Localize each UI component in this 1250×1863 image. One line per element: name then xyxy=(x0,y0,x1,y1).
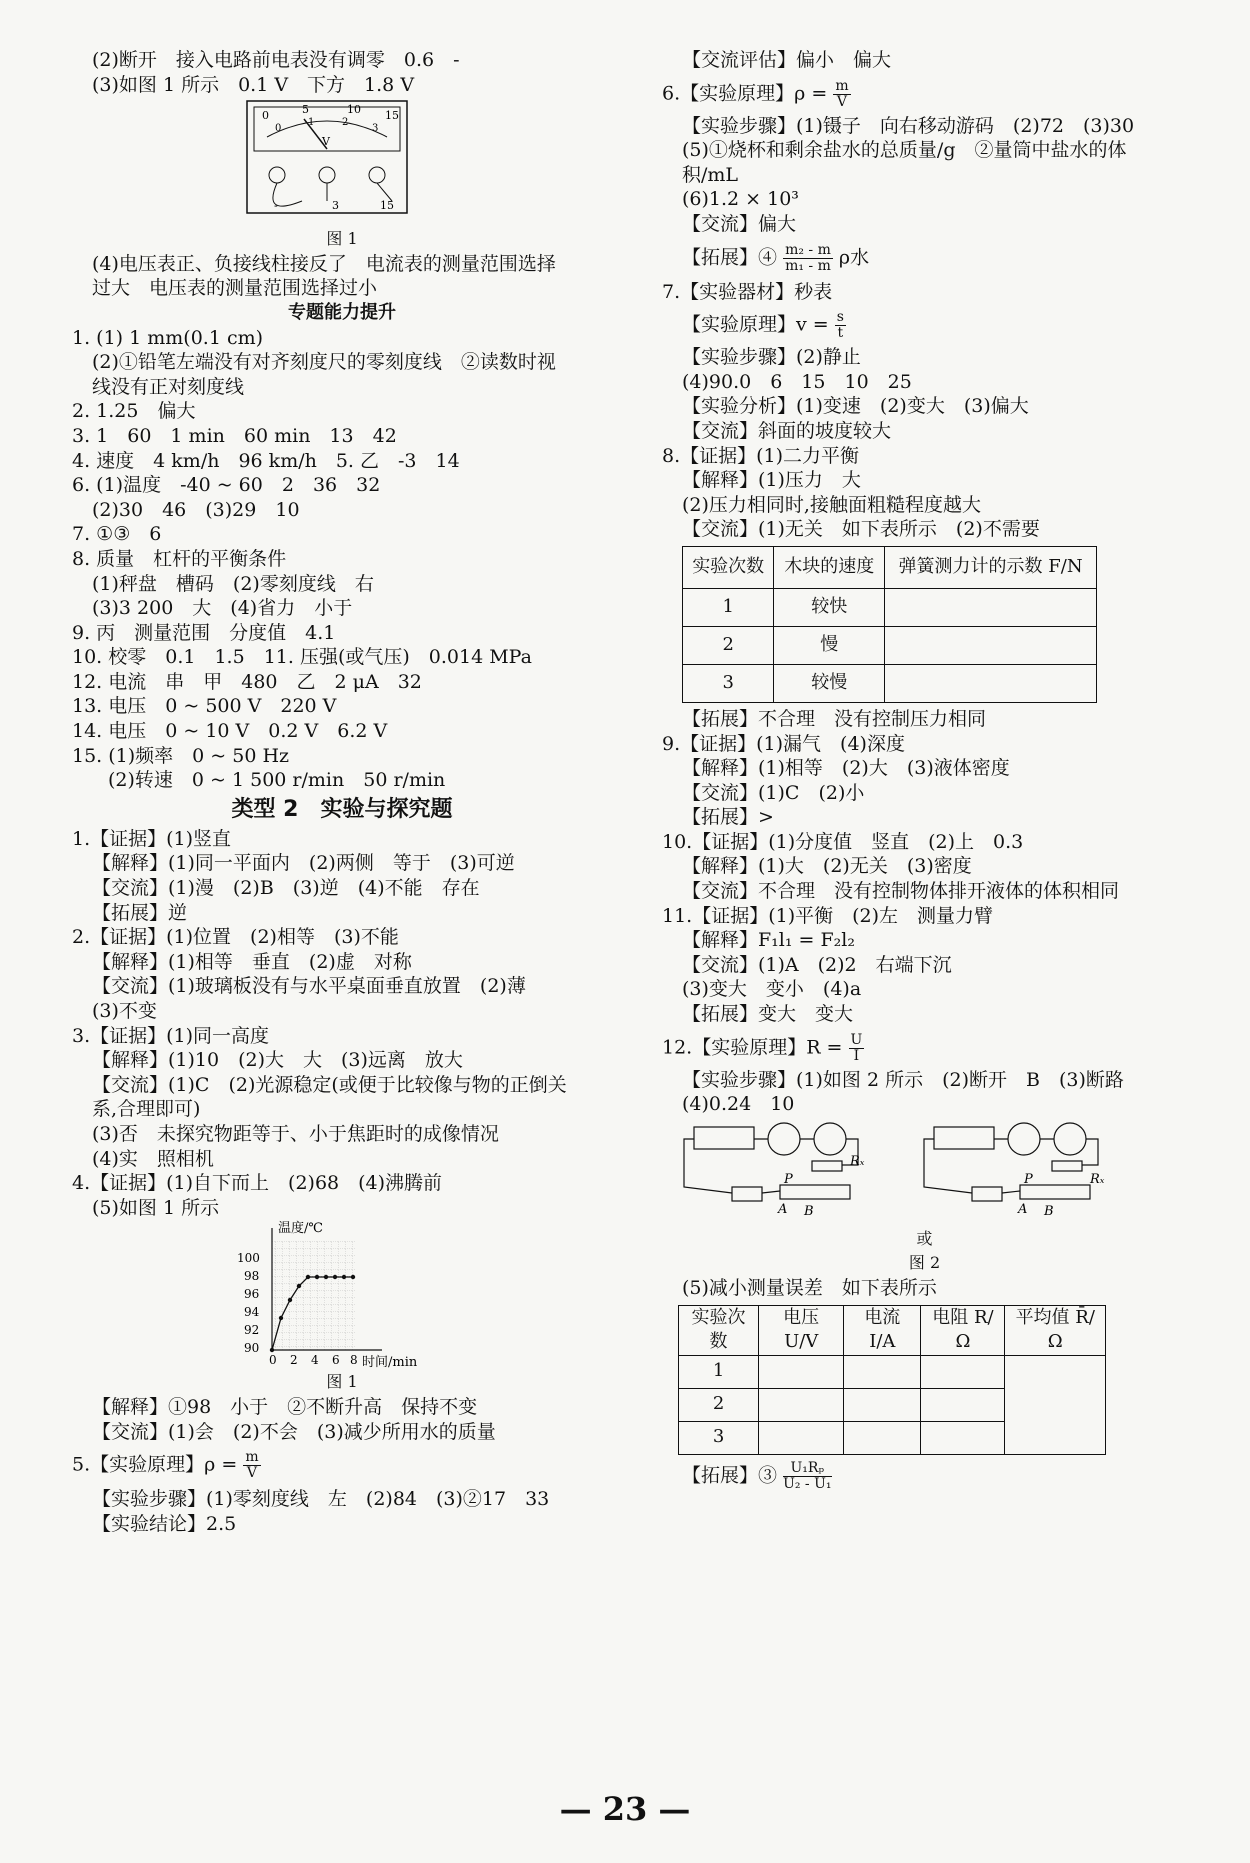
table-cell: 3 xyxy=(679,1421,759,1454)
answer-line: (2)转速 0 ~ 1 500 r/min 50 r/min xyxy=(108,769,446,792)
answer-line: 3.【证据】(1)同一高度 xyxy=(72,1024,270,1047)
answer-line: 【解释】(1)相等 垂直 (2)虚 对称 xyxy=(92,950,412,973)
scale-label: 1 xyxy=(308,117,315,129)
figure-caption: 图 1 xyxy=(326,229,358,249)
scale-label: 10 xyxy=(347,103,361,117)
table-cell xyxy=(921,1355,1005,1388)
table-cell xyxy=(885,626,1097,664)
answer-line: 6. (1)温度 -40 ~ 60 2 36 32 xyxy=(72,474,381,497)
answer-line: 9.【证据】(1)漏气 (4)深度 xyxy=(662,732,905,755)
formula-label: 【拓展】③ xyxy=(682,1464,778,1487)
table-cell xyxy=(885,588,1097,626)
table-cell xyxy=(885,664,1097,702)
table-cell: 较快 xyxy=(774,588,885,626)
answer-line: 系,合理即可) xyxy=(92,1098,201,1121)
table-header: 实验次数 xyxy=(679,1305,759,1355)
circuit-label: B xyxy=(1044,1203,1054,1219)
answer-line: 【实验分析】(1)变速 (2)变大 (3)偏大 xyxy=(682,395,1029,418)
answer-line: 9. 丙 测量范围 分度值 4.1 xyxy=(72,621,336,644)
table-cell xyxy=(921,1421,1005,1454)
formula-label: 【实验原理】v = xyxy=(682,313,829,336)
formula-label: 【拓展】④ xyxy=(682,246,778,269)
answer-line: 3. 1 60 1 min 60 min 13 42 xyxy=(72,424,397,447)
x-tick: 4 xyxy=(311,1353,319,1368)
table-cell: 2 xyxy=(679,1388,759,1421)
table-header: 平均值 R̄/Ω xyxy=(1005,1305,1106,1355)
circuit-label: B xyxy=(804,1203,814,1219)
answer-line xyxy=(662,1461,1187,1492)
answer-line: 过大 电压表的测量范围选择过小 xyxy=(92,277,378,300)
answer-line: 【实验结论】2.5 xyxy=(92,1512,237,1535)
answer-line xyxy=(662,1033,1187,1064)
answer-line: (4)90.0 6 15 10 25 xyxy=(682,370,912,393)
answer-line xyxy=(662,79,1187,110)
answer-line: 13. 电压 0 ~ 500 V 220 V xyxy=(72,695,337,718)
answer-line: (3)变大 变小 (4)a xyxy=(682,978,862,1001)
x-tick: 0 xyxy=(269,1353,277,1368)
y-tick: 98 xyxy=(244,1269,260,1284)
figure-caption: 图 2 xyxy=(908,1253,941,1273)
answer-line: (2)压力相同时,接触面粗糙程度越大 xyxy=(682,493,981,516)
x-tick: 8 xyxy=(350,1353,358,1368)
table-cell: 1 xyxy=(679,1355,759,1388)
table-cell: 较慢 xyxy=(774,664,885,702)
answer-line: 【交流】不合理 没有控制物体排开液体的体积相同 xyxy=(682,880,1120,903)
table-cell xyxy=(759,1388,844,1421)
answer-line: (2)断开 接入电路前电表没有调零 0.6 - xyxy=(92,49,460,71)
table-cell xyxy=(921,1388,1005,1421)
table-cell xyxy=(844,1421,921,1454)
terminal-label: 3 xyxy=(332,199,339,213)
y-tick: 90 xyxy=(244,1341,260,1356)
table-cell xyxy=(1005,1355,1106,1454)
fraction: $\frac{m}{V}$ xyxy=(835,77,849,110)
answer-line: (5)如图 1 所示 xyxy=(92,1196,220,1219)
answer-line: 【解释】(1)同一平面内 (2)两侧 等于 (3)可逆 xyxy=(92,852,515,875)
answer-line: 【拓展】变大 变大 xyxy=(682,1003,854,1026)
scale-label: 0 xyxy=(262,109,269,123)
answer-line xyxy=(662,243,1187,274)
terminal-label: - xyxy=(274,199,278,213)
answer-line: 【解释】(1)压力 大 xyxy=(682,469,861,492)
answer-line: 12. 电流 串 甲 480 乙 2 μA 32 xyxy=(72,670,422,693)
right-column xyxy=(662,48,1187,1492)
table-cell: 慢 xyxy=(774,626,885,664)
table-header: 电压 U/V xyxy=(759,1305,844,1355)
answer-line: 【解释】(1)大 (2)无关 (3)密度 xyxy=(682,855,972,878)
figure-caption: 图 1 xyxy=(326,1372,358,1392)
answer-line: 【交流】(1)玻璃板没有与水平桌面垂直放置 (2)薄 xyxy=(92,975,526,998)
answer-line: 1. (1) 1 mm(0.1 cm) xyxy=(72,326,264,349)
answer-line: 1.【证据】(1)竖直 xyxy=(72,827,232,850)
table-cell xyxy=(844,1355,921,1388)
answer-line: 【实验步骤】(1)镊子 向右移动游码 (2)72 (3)30 xyxy=(682,114,1135,137)
answer-line: 7.【实验器材】秒表 xyxy=(662,280,833,303)
circuit-label: P xyxy=(784,1171,793,1187)
scale-label: 5 xyxy=(302,103,309,117)
table-header: 弹簧测力计的示数 F/N xyxy=(885,546,1097,588)
section-heading: 专题能力提升 xyxy=(288,301,396,323)
y-tick: 94 xyxy=(244,1305,260,1320)
y-tick: 100 xyxy=(237,1251,260,1266)
answer-line: (4)实 照相机 xyxy=(92,1147,214,1170)
circuit-label: P xyxy=(1024,1171,1033,1187)
answer-line: (5)①烧杯和剩余盐水的总质量/g ②量筒中盐水的体 xyxy=(682,139,1127,162)
table-header: 木块的速度 xyxy=(774,546,885,588)
answer-line: 【实验步骤】(1)如图 2 所示 (2)断开 B (3)断路 xyxy=(682,1068,1124,1091)
answer-line: 【解释】(1)10 (2)大 大 (3)远离 放大 xyxy=(92,1049,463,1072)
left-column xyxy=(72,48,612,1536)
answer-line: (3)不变 xyxy=(92,1000,157,1022)
fraction: $\frac{m}{V}$ xyxy=(245,1449,259,1482)
circuit-label: Rₓ xyxy=(850,1153,865,1169)
graph-ylabel: 温度/℃ xyxy=(278,1221,323,1237)
x-tick: 2 xyxy=(290,1353,298,1368)
answer-line: 【交流】(1)A (2)2 右端下沉 xyxy=(682,953,952,976)
answer-line: 2. 1.25 偏大 xyxy=(72,400,196,423)
answer-line: (2)30 46 (3)29 10 xyxy=(92,498,300,521)
answer-line: 2.【证据】(1)位置 (2)相等 (3)不能 xyxy=(72,926,399,949)
fraction: $\frac{\text{U₁Rₚ}}{\text{U₂ - U₁}}$ xyxy=(783,1459,832,1492)
answer-line: (1)秤盘 槽码 (2)零刻度线 右 xyxy=(92,572,374,595)
formula-label: 5.【实验原理】ρ = xyxy=(72,1453,238,1476)
answer-line: 【交流】(1)会 (2)不会 (3)减少所用水的质量 xyxy=(92,1420,496,1443)
scale-label: 0 xyxy=(275,123,282,135)
figure-or: 或 xyxy=(916,1228,933,1248)
answer-line: 【交流】偏大 xyxy=(682,212,797,235)
meter-letter: V xyxy=(322,135,330,149)
answer-line: 15. (1)频率 0 ~ 50 Hz xyxy=(72,744,290,767)
table-header: 电流 I/A xyxy=(844,1305,921,1355)
circuit-figure xyxy=(662,1117,1187,1227)
answer-line: 8. 质量 杠杆的平衡条件 xyxy=(72,547,287,570)
table-cell xyxy=(759,1421,844,1454)
y-tick: 96 xyxy=(244,1287,260,1302)
table-cell xyxy=(844,1388,921,1421)
answer-line: 7. ①③ 6 xyxy=(72,523,162,546)
answer-line: (4)0.24 10 xyxy=(682,1093,795,1116)
answer-line: 【拓展】> xyxy=(682,806,774,829)
answer-line: 【交流】(1)漫 (2)B (3)逆 (4)不能 存在 xyxy=(92,877,480,900)
answer-line: 【解释】①98 小于 ②不断升高 保持不变 xyxy=(92,1395,478,1418)
data-table-resistance xyxy=(678,1305,1106,1455)
answer-line: (5)减小测量误差 如下表所示 xyxy=(682,1277,937,1299)
answer-line: (3)否 未探究物距等于、小于焦距时的成像情况 xyxy=(92,1122,499,1145)
answer-line: 【解释】F₁l₁ = F₂l₂ xyxy=(682,929,855,952)
table-cell: 3 xyxy=(683,664,774,702)
answer-line: 14. 电压 0 ~ 10 V 0.2 V 6.2 V xyxy=(72,720,388,743)
x-tick: 6 xyxy=(332,1353,340,1368)
answer-line: 线没有正对刻度线 xyxy=(92,375,245,398)
answer-line: 【交流】(1)无关 如下表所示 (2)不需要 xyxy=(682,518,1040,541)
answer-line xyxy=(662,310,1187,341)
answer-line: 11.【证据】(1)平衡 (2)左 测量力臂 xyxy=(662,904,994,927)
answer-line: 【交流评估】偏小 偏大 xyxy=(682,49,892,71)
answer-line: (3)如图 1 所示 0.1 V 下方 1.8 V xyxy=(92,73,415,96)
answer-line: 【实验步骤】(2)静止 xyxy=(682,346,861,369)
answer-line: 【交流】斜面的坡度较大 xyxy=(682,419,892,442)
table-cell xyxy=(759,1355,844,1388)
data-table-speed xyxy=(682,546,1097,703)
formula-label: 6.【实验原理】ρ = xyxy=(662,82,828,105)
fraction: $\frac{\text{m₂ - m}}{\text{m₁ - m}}$ xyxy=(785,241,831,274)
table-header: 电阻 R/Ω xyxy=(921,1305,1005,1355)
circuit-label: A xyxy=(778,1201,788,1217)
graph-xlabel: 时间/min xyxy=(362,1355,418,1371)
table-cell: 2 xyxy=(683,626,774,664)
fraction: $\frac{s}{t}$ xyxy=(836,309,844,342)
answer-line: 8.【证据】(1)二力平衡 xyxy=(662,444,860,467)
answer-line: 4. 速度 4 km/h 96 km/h 5. 乙 -3 14 xyxy=(72,449,460,472)
answer-line: (6)1.2 × 10³ xyxy=(682,188,799,211)
formula-tail: ρ水 xyxy=(838,246,870,269)
formula-label: 12.【实验原理】R = xyxy=(662,1036,843,1059)
y-tick: 92 xyxy=(244,1323,260,1338)
answer-line: (4)电压表正、负接线柱接反了 电流表的测量范围选择 xyxy=(92,252,556,275)
scale-label: 2 xyxy=(342,117,349,129)
answer-line: 10.【证据】(1)分度值 竖直 (2)上 0.3 xyxy=(662,830,1024,853)
answer-line: 【拓展】逆 xyxy=(92,901,188,924)
answer-line: 10. 校零 0.1 1.5 11. 压强(或气压) 0.014 MPa xyxy=(72,646,532,669)
circuit-label: A xyxy=(1018,1201,1028,1217)
answer-line: 【实验步骤】(1)零刻度线 左 (2)84 (3)②17 33 xyxy=(92,1488,550,1511)
answer-line xyxy=(72,1450,612,1481)
answer-line: 【交流】(1)C (2)小 xyxy=(682,781,865,804)
answer-line: 【拓展】不合理 没有控制压力相同 xyxy=(682,707,987,730)
scale-label: 15 xyxy=(385,109,399,123)
temperature-time-graph xyxy=(72,1220,612,1370)
table-cell: 1 xyxy=(683,588,774,626)
terminal-label: 15 xyxy=(380,199,394,213)
voltmeter-figure xyxy=(72,97,612,227)
answer-line: (3)3 200 大 (4)省力 小于 xyxy=(92,597,353,620)
fraction: $\frac{U}{I}$ xyxy=(850,1031,863,1064)
circuit-label: Rₓ xyxy=(1090,1171,1105,1187)
answer-line: 【交流】(1)C (2)光源稳定(或便于比较像与物的正倒关 xyxy=(92,1073,567,1096)
answer-line: 4.【证据】(1)自下而上 (2)68 (4)沸腾前 xyxy=(72,1172,443,1195)
table-header: 实验次数 xyxy=(683,546,774,588)
page-number: — 23 — xyxy=(559,1790,691,1828)
answer-line: 积/mL xyxy=(682,163,739,186)
answer-line: (2)①铅笔左端没有对齐刻度尺的零刻度线 ②读数时视 xyxy=(92,351,556,374)
answer-line: 【解释】(1)相等 (2)大 (3)液体密度 xyxy=(682,757,1010,780)
scale-label: 3 xyxy=(372,123,379,135)
section-heading: 类型 2 实验与探究题 xyxy=(231,796,453,822)
